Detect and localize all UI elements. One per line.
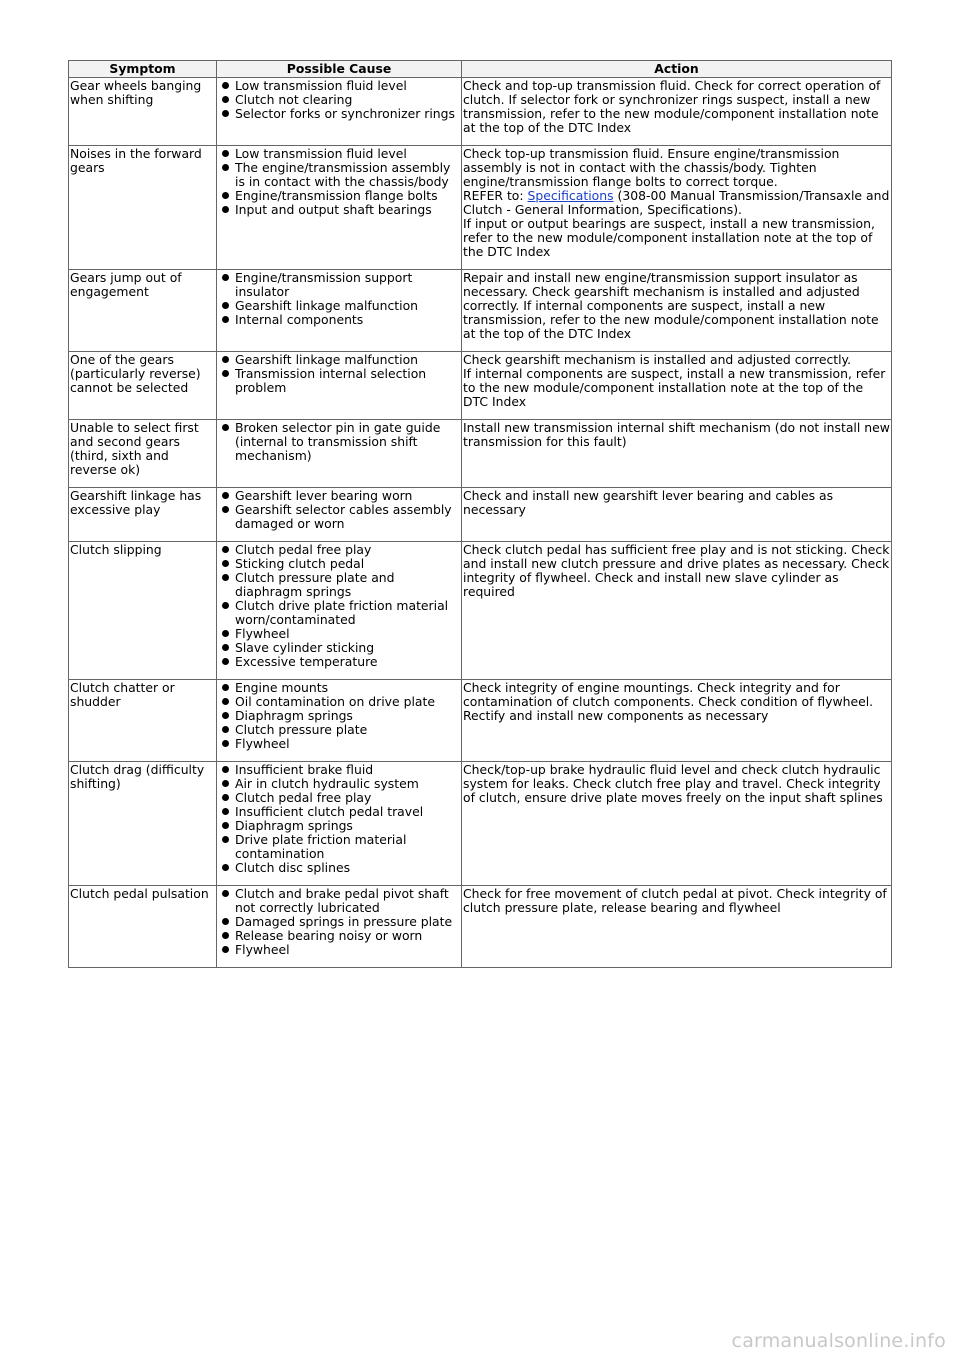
cause-text: Internal components — [235, 312, 364, 327]
action-text: Repair and install new engine/transmission support insulator as necessary. Check gearshift mechanism is installed and adjusted correctly. If internal components are suspect, install a new transmission, refer to the new module/component installation note at the top of the DTC Index — [463, 270, 879, 341]
action-cell — [462, 352, 892, 420]
cause-list — [218, 421, 460, 463]
cause-list — [218, 271, 460, 327]
cause-text: Diaphragm springs — [235, 708, 353, 723]
table-row — [69, 270, 892, 352]
table-row — [69, 542, 892, 680]
bullet-icon — [222, 302, 229, 309]
list-item — [218, 189, 460, 203]
list-item — [218, 313, 460, 327]
cause-list — [218, 489, 460, 531]
action-text: Check and install new gearshift lever bearing and cables as necessary — [463, 488, 834, 517]
bullet-icon — [222, 574, 229, 581]
table-row — [69, 680, 892, 762]
table-row — [69, 146, 892, 270]
list-item — [218, 861, 460, 875]
list-item — [218, 571, 460, 599]
bullet-icon — [222, 864, 229, 871]
action-cell — [462, 146, 892, 270]
action-cell — [462, 542, 892, 680]
symptom-cell: Clutch slipping — [69, 542, 217, 680]
list-item — [218, 627, 460, 641]
bullet-icon — [222, 658, 229, 665]
table-row — [69, 488, 892, 542]
bullet-icon — [222, 808, 229, 815]
list-item — [218, 723, 460, 737]
cause-text: Insufficient clutch pedal travel — [235, 804, 424, 819]
action-cell — [462, 762, 892, 886]
list-item — [218, 489, 460, 503]
cause-text: Slave cylinder sticking — [235, 640, 375, 655]
bullet-icon — [222, 560, 229, 567]
table-row — [69, 886, 892, 968]
cause-text: Damaged springs in pressure plate — [235, 914, 453, 929]
bullet-icon — [222, 698, 229, 705]
cause-text: Gearshift linkage malfunction — [235, 352, 419, 367]
cause-text: Gearshift lever bearing worn — [235, 488, 413, 503]
cause-list — [218, 543, 460, 669]
bullet-icon — [222, 890, 229, 897]
cause-text: Engine/transmission flange bolts — [235, 188, 438, 203]
cause-list — [218, 79, 460, 121]
list-item — [218, 353, 460, 367]
bullet-icon — [222, 82, 229, 89]
symptom-chart-table — [68, 60, 892, 968]
cause-text: Low transmission fluid level — [235, 146, 407, 161]
list-item — [218, 887, 460, 915]
action-cell — [462, 680, 892, 762]
possible-cause-cell — [217, 270, 462, 352]
list-item — [218, 93, 460, 107]
possible-cause-cell — [217, 762, 462, 886]
bullet-icon — [222, 506, 229, 513]
bullet-icon — [222, 712, 229, 719]
list-item — [218, 271, 460, 299]
list-item — [218, 777, 460, 791]
cause-text: Flywheel — [235, 626, 290, 641]
header-symptom: Symptom — [69, 61, 217, 78]
reference-suffix: (308-00 Manual Transmission/Transaxle and Clutch - General Information, Specifications). — [463, 188, 890, 217]
cause-list — [218, 147, 460, 217]
list-item — [218, 709, 460, 723]
cause-text: Clutch pressure plate — [235, 722, 368, 737]
symptom-cell: Gearshift linkage has excessive play — [69, 488, 217, 542]
bullet-icon — [222, 192, 229, 199]
bullet-icon — [222, 424, 229, 431]
action-text: If input or output bearings are suspect, install a new transmission, refer to the new module/component installation note at the top of the DTC Index — [463, 216, 875, 259]
list-item — [218, 641, 460, 655]
action-text: Check/top-up brake hydraulic fluid level and check clutch hydraulic system for leaks. Check clutch free play and travel. Check integrity of clutch, ensure drive plate moves freely on the input shaft splines — [463, 762, 883, 805]
action-cell — [462, 488, 892, 542]
possible-cause-cell — [217, 488, 462, 542]
symptom-cell: Clutch pedal pulsation — [69, 886, 217, 968]
bullet-icon — [222, 546, 229, 553]
cause-text: Input and output shaft bearings — [235, 202, 432, 217]
action-text: Check for free movement of clutch pedal at pivot. Check integrity of clutch pressure plate, release bearing and flywheel — [463, 886, 887, 915]
list-item — [218, 805, 460, 819]
list-item — [218, 107, 460, 121]
bullet-icon — [222, 150, 229, 157]
cause-text: Broken selector pin in gate guide (internal to transmission shift mechanism) — [235, 420, 441, 463]
action-text: Check gearshift mechanism is installed and adjusted correctly. — [463, 352, 852, 367]
bullet-icon — [222, 492, 229, 499]
symptom-cell: Clutch chatter or shudder — [69, 680, 217, 762]
cause-text: Clutch pressure plate and diaphragm springs — [235, 570, 395, 599]
list-item — [218, 543, 460, 557]
bullet-icon — [222, 644, 229, 651]
list-item — [218, 737, 460, 751]
list-item — [218, 421, 460, 463]
diagnosis-sheet — [68, 60, 892, 968]
possible-cause-cell — [217, 542, 462, 680]
bullet-icon — [222, 932, 229, 939]
cause-text: Oil contamination on drive plate — [235, 694, 435, 709]
header-row — [69, 61, 892, 78]
bullet-icon — [222, 794, 229, 801]
cause-text: Engine/transmission support insulator — [235, 270, 413, 299]
possible-cause-cell — [217, 78, 462, 146]
list-item — [218, 695, 460, 709]
action-reference — [463, 189, 890, 217]
cause-text: Flywheel — [235, 736, 290, 751]
symptom-cell: Gear wheels banging when shifting — [69, 78, 217, 146]
symptom-cell: Noises in the forward gears — [69, 146, 217, 270]
list-item — [218, 819, 460, 833]
possible-cause-cell — [217, 352, 462, 420]
cause-text: Gearshift selector cables assembly damaged or worn — [235, 502, 452, 531]
reference-prefix: REFER to: — [463, 188, 524, 203]
cause-list — [218, 763, 460, 875]
cause-text: Clutch drive plate friction material worn/contaminated — [235, 598, 449, 627]
list-item — [218, 791, 460, 805]
action-text: Check integrity of engine mountings. Check integrity and for contamination of clutch components. Check condition of flywheel. Rectify and install new components as necessary — [463, 680, 874, 723]
table-row — [69, 78, 892, 146]
bullet-icon — [222, 780, 229, 787]
bullet-icon — [222, 740, 229, 747]
bullet-icon — [222, 836, 229, 843]
bullet-icon — [222, 726, 229, 733]
cause-list — [218, 681, 460, 751]
symptom-cell: Unable to select first and second gears (third, sixth and reverse ok) — [69, 420, 217, 488]
bullet-icon — [222, 206, 229, 213]
cause-text: Sticking clutch pedal — [235, 556, 365, 571]
list-item — [218, 299, 460, 313]
list-item — [218, 929, 460, 943]
cause-text: Gearshift linkage malfunction — [235, 298, 419, 313]
list-item — [218, 833, 460, 861]
list-item — [218, 599, 460, 627]
cause-text: Air in clutch hydraulic system — [235, 776, 419, 791]
header-possible-cause: Possible Cause — [217, 61, 462, 78]
action-text: Check clutch pedal has sufficient free play and is not sticking. Check and install new clutch pressure and drive plates as necessary. Check integrity of flywheel. Check and install new slave cylinder as required — [463, 542, 890, 599]
cause-text: Insufficient brake fluid — [235, 762, 374, 777]
cause-text: Excessive temperature — [235, 654, 378, 669]
action-text: Check and top-up transmission fluid. Check for correct operation of clutch. If selector fork or synchronizer rings suspect, install a new transmission, refer to the new module/component installation note at the top of the DTC Index — [463, 78, 881, 135]
cause-text: Clutch disc splines — [235, 860, 351, 875]
bullet-icon — [222, 356, 229, 363]
bullet-icon — [222, 316, 229, 323]
list-item — [218, 161, 460, 189]
list-item — [218, 763, 460, 777]
bullet-icon — [222, 766, 229, 773]
watermark-text: carmanualsonline.info — [731, 1330, 946, 1352]
bullet-icon — [222, 946, 229, 953]
table-row — [69, 420, 892, 488]
list-item — [218, 367, 460, 395]
action-text: Install new transmission internal shift mechanism (do not install new transmission for this fault) — [463, 420, 890, 449]
bullet-icon — [222, 918, 229, 925]
list-item — [218, 557, 460, 571]
bullet-icon — [222, 602, 229, 609]
cause-text: Clutch and brake pedal pivot shaft not correctly lubricated — [235, 886, 449, 915]
action-cell — [462, 270, 892, 352]
cause-text: Release bearing noisy or worn — [235, 928, 423, 943]
list-item — [218, 915, 460, 929]
table-row — [69, 762, 892, 886]
action-cell — [462, 886, 892, 968]
bullet-icon — [222, 684, 229, 691]
bullet-icon — [222, 822, 229, 829]
cause-text: Engine mounts — [235, 680, 329, 695]
cause-text: Drive plate friction material contamination — [235, 832, 407, 861]
possible-cause-cell — [217, 146, 462, 270]
list-item — [218, 79, 460, 93]
symptom-cell: Gears jump out of engagement — [69, 270, 217, 352]
bullet-icon — [222, 110, 229, 117]
cause-text: Selector forks or synchronizer rings — [235, 106, 455, 121]
table-row — [69, 352, 892, 420]
cause-text: The engine/transmission assembly is in contact with the chassis/body — [235, 160, 451, 189]
action-cell — [462, 78, 892, 146]
possible-cause-cell — [217, 420, 462, 488]
cause-list — [218, 353, 460, 395]
action-cell — [462, 420, 892, 488]
symptom-cell: Clutch drag (difficulty shifting) — [69, 762, 217, 886]
bullet-icon — [222, 370, 229, 377]
list-item — [218, 681, 460, 695]
header-action: Action — [462, 61, 892, 78]
cause-text: Clutch pedal free play — [235, 542, 372, 557]
cause-text: Transmission internal selection problem — [235, 366, 427, 395]
symptom-cell: One of the gears (particularly reverse) cannot be selected — [69, 352, 217, 420]
possible-cause-cell — [217, 886, 462, 968]
bullet-icon — [222, 274, 229, 281]
possible-cause-cell — [217, 680, 462, 762]
bullet-icon — [222, 164, 229, 171]
list-item — [218, 655, 460, 669]
cause-text: Flywheel — [235, 942, 290, 957]
bullet-icon — [222, 96, 229, 103]
action-text: If internal components are suspect, install a new transmission, refer to the new module/component installation note at the top of the DTC Index — [463, 366, 886, 409]
cause-text: Clutch not clearing — [235, 92, 353, 107]
list-item — [218, 503, 460, 531]
cause-text: Clutch pedal free play — [235, 790, 372, 805]
cause-text: Diaphragm springs — [235, 818, 353, 833]
list-item — [218, 943, 460, 957]
specifications-link[interactable]: Specifications — [527, 188, 614, 203]
bullet-icon — [222, 630, 229, 637]
action-text: Check top-up transmission fluid. Ensure engine/transmission assembly is not in contact with the chassis/body. Tighten engine/transmission flange bolts to correct torque. — [463, 146, 840, 189]
list-item — [218, 147, 460, 161]
cause-list — [218, 887, 460, 957]
cause-text: Low transmission fluid level — [235, 78, 407, 93]
list-item — [218, 203, 460, 217]
